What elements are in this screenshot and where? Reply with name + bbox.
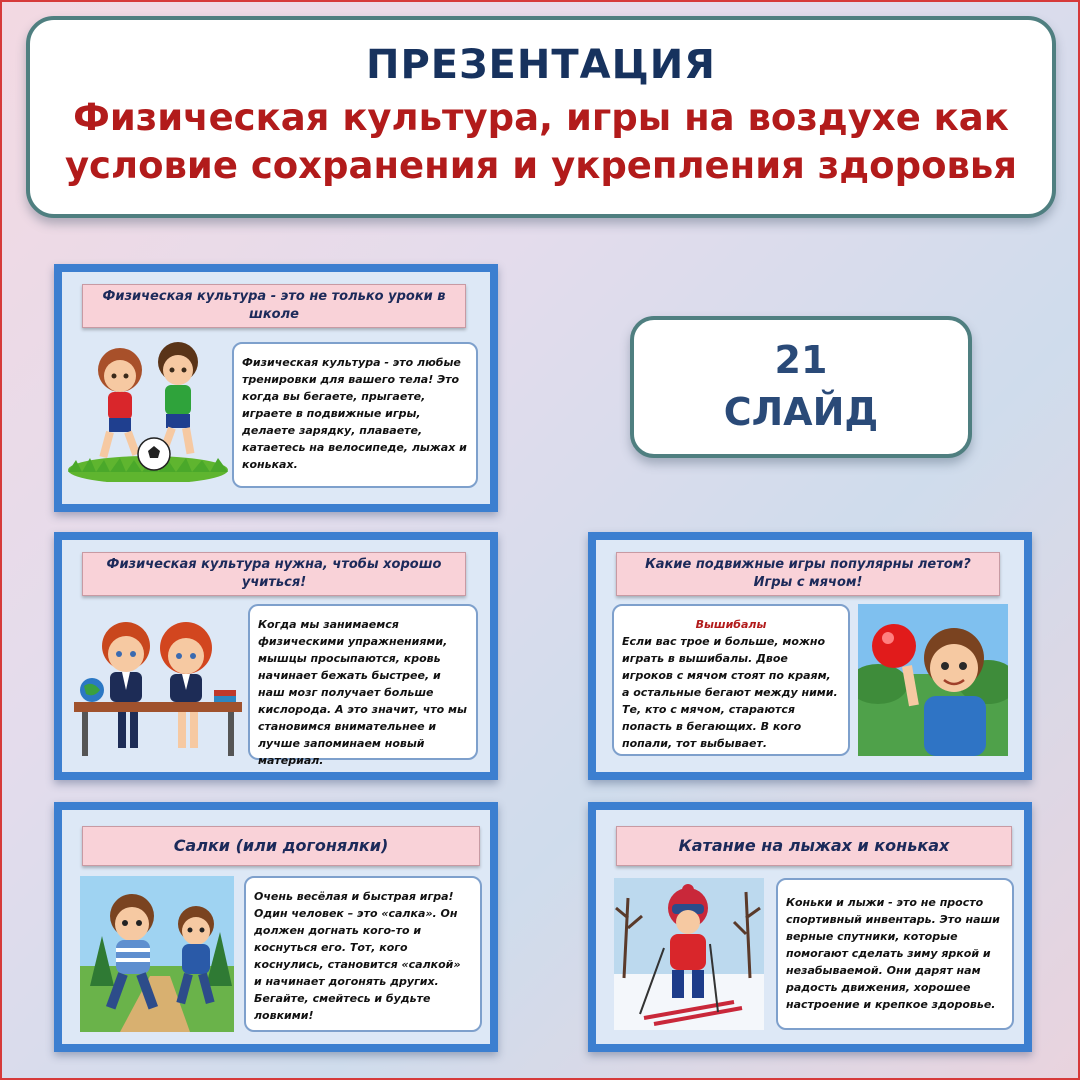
boys-running-icon [80,876,234,1032]
slide-text: Коньки и лыжи - это не просто спортивный инвентарь. Это наши верные спутники, которые помогают сделать зиму яркой и незабываемой. Они дарят нам радость движения, хорошее настроение и крепкое здоровье. [776,878,1014,1030]
slide-thumbnail-2 [54,532,498,780]
slide-thumbnail-3 [588,532,1032,780]
slide-text-box [612,604,850,756]
slide-thumbnail-1 [54,264,498,512]
slide-heading: Физическая культура - это не только уроки в школе [82,284,466,328]
slide-heading: Салки (или догонялки) [82,826,480,866]
slide-heading: Физическая культура нужна, чтобы хорошо учиться! [82,552,466,596]
slide-text: Если вас трое и больше, можно играть в вышибалы. Двое игроков с мячом стоят по краям, а остальные бегают между ними. Те, кто с мячом, стараются попасть в бегающих. В кого попали, тот выбывает. [622,635,838,750]
slide-text-title: Вышибалы [695,618,767,631]
slide-text: Когда мы занимаемся физическими упражнениями, мышцы просыпаются, кровь начинает бежать быстрее, и наш мозг получает больше кислорода. А это значит, что мы становимся внимательнее и лучше запоминаем новый материал. [248,604,478,760]
slide-heading: Катание на лыжах и коньках [616,826,1012,866]
slide-heading: Какие подвижные игры популярны летом? Игры с мячом! [616,552,1000,596]
kids-playing-football-icon [68,332,228,482]
slide-text: Физическая культура - это любые тренировки для вашего тела! Это когда вы бегаете, прыгаете, играете в подвижные игры, делаете зарядку, плаваете, катаетесь на велосипеде, лыжах и коньках. [232,342,478,488]
slide-thumbnail-5 [588,802,1032,1052]
slide-text: Очень весёлая и быстрая игра! Один человек – это «салка». Он должен догнать кого-то и коснуться его. Тот, кого коснулись, становится «салкой» и начинает догонять других. Бегайте, смейтесь и будьте ловкими! [244,876,482,1032]
page-subtitle: Физическая культура, игры на воздухе как условие сохранения и укрепления здоровья [64,96,1018,187]
page-title: ПРЕЗЕНТАЦИЯ [366,42,716,88]
slide-count-badge [630,316,972,458]
child-skiing-icon [614,878,764,1030]
kids-at-desk-icon [74,610,242,760]
title-panel [26,16,1056,218]
boy-with-ball-icon [858,604,1008,756]
slide-count-label: СЛАЙД [723,390,879,434]
slide-count-number: 21 [774,338,828,382]
slide-thumbnail-4 [54,802,498,1052]
